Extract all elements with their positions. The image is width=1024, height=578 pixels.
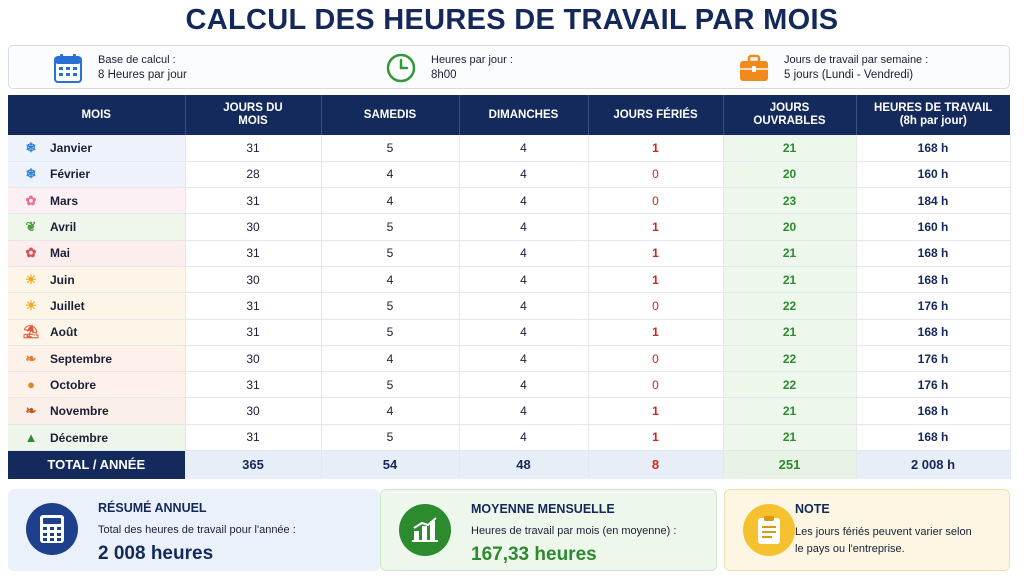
total-row	[8, 451, 1010, 479]
month-name: Février	[50, 167, 91, 182]
workdays-cell: 20	[723, 161, 856, 187]
days-cell: 31	[185, 293, 321, 319]
table-row	[8, 345, 1010, 371]
workdays-cell: 21	[723, 398, 856, 424]
month-cell	[8, 214, 185, 240]
month-name: Octobre	[50, 378, 97, 393]
col-jours-ouvrables	[723, 95, 856, 135]
col-jours-du-mois	[185, 95, 321, 135]
col-heures-travail-label: HEURES DE TRAVAIL (8h par jour)	[874, 102, 993, 127]
month-cell	[8, 161, 185, 187]
table-row	[8, 188, 1010, 214]
saturdays-cell: 5	[321, 424, 459, 450]
table-row	[8, 240, 1010, 266]
total-days: 365	[185, 451, 321, 479]
hours-cell: 168 h	[856, 266, 1010, 292]
hours-cell: 176 h	[856, 372, 1010, 398]
holidays-cell: 1	[588, 424, 723, 450]
hours-cell: 176 h	[856, 345, 1010, 371]
bar-chart-icon	[399, 504, 451, 556]
table-row	[8, 319, 1010, 345]
table-row	[8, 214, 1010, 240]
sundays-cell: 4	[459, 135, 588, 161]
blossom-icon: ✿	[25, 192, 37, 208]
days-cell: 31	[185, 188, 321, 214]
month-cell	[8, 293, 185, 319]
month-name: Août	[50, 325, 78, 340]
info-value: 8h00	[431, 69, 457, 81]
table-row	[8, 424, 1010, 450]
month-cell	[8, 372, 185, 398]
total-saturdays: 54	[321, 451, 459, 479]
days-cell: 30	[185, 398, 321, 424]
table-row	[8, 266, 1010, 292]
sundays-cell: 4	[459, 398, 588, 424]
sundays-cell: 4	[459, 266, 588, 292]
info-label: Jours de travail par semaine :	[784, 54, 929, 66]
workdays-cell: 21	[723, 135, 856, 161]
workdays-cell: 22	[723, 293, 856, 319]
card-annual-summary	[8, 489, 380, 571]
card-title: MOYENNE MENSUELLE	[471, 502, 615, 516]
info-jours-semaine	[738, 46, 928, 90]
month-cell	[8, 398, 185, 424]
holidays-cell: 1	[588, 135, 723, 161]
snowflake-icon: ❄	[25, 166, 37, 182]
info-bar	[8, 45, 1010, 89]
saturdays-cell: 5	[321, 135, 459, 161]
beach-umbrella-icon: ⛱	[22, 324, 40, 340]
saturdays-cell: 4	[321, 188, 459, 214]
pumpkin-icon: ●	[27, 377, 35, 393]
info-base-calcul	[52, 46, 187, 90]
sundays-cell: 4	[459, 161, 588, 187]
card-text: Heures de travail par mois (en moyenne) :	[471, 525, 677, 537]
notepad-icon	[743, 504, 795, 556]
holidays-cell: 0	[588, 293, 723, 319]
month-name: Mars	[50, 193, 79, 208]
table-row	[8, 161, 1010, 187]
note-line-1: Les jours fériés peuvent varier selon	[795, 526, 972, 538]
days-cell: 31	[185, 372, 321, 398]
total-label: TOTAL / ANNÉE	[8, 451, 185, 479]
info-value: 8 Heures par jour	[98, 69, 187, 81]
col-samedis: SAMEDIS	[321, 95, 459, 135]
col-jours-feries: JOURS FÉRIÉS	[588, 95, 723, 135]
sundays-cell: 4	[459, 424, 588, 450]
saturdays-cell: 5	[321, 293, 459, 319]
workdays-cell: 23	[723, 188, 856, 214]
leaf-icon: ❦	[25, 219, 37, 235]
holidays-cell: 1	[588, 240, 723, 266]
hours-table	[8, 95, 1011, 479]
info-heures-jour	[385, 46, 513, 90]
col-heures-travail	[856, 95, 1010, 135]
hours-cell: 184 h	[856, 188, 1010, 214]
month-name: Juin	[50, 272, 75, 287]
card-value: 2 008 heures	[98, 543, 214, 564]
month-cell	[8, 266, 185, 292]
calendar-icon	[52, 52, 84, 84]
month-name: Avril	[50, 220, 77, 235]
month-name: Novembre	[50, 404, 109, 419]
card-monthly-average	[380, 489, 717, 571]
hours-cell: 160 h	[856, 161, 1010, 187]
total-holidays: 8	[588, 451, 723, 479]
days-cell: 30	[185, 266, 321, 292]
sun-icon: ☀	[25, 271, 37, 287]
table-body	[8, 135, 1010, 479]
saturdays-cell: 4	[321, 345, 459, 371]
sundays-cell: 4	[459, 214, 588, 240]
christmas-tree-icon: ▲	[24, 429, 38, 445]
table-row	[8, 135, 1010, 161]
hours-cell: 168 h	[856, 319, 1010, 345]
table-row	[8, 372, 1010, 398]
holidays-cell: 1	[588, 398, 723, 424]
workdays-cell: 21	[723, 319, 856, 345]
sundays-cell: 4	[459, 240, 588, 266]
autumn-leaf-icon: ❧	[25, 350, 37, 366]
workdays-cell: 20	[723, 214, 856, 240]
info-value: 5 jours (Lundi - Vendredi)	[784, 69, 914, 81]
month-cell	[8, 345, 185, 371]
col-jours-ouvrables-label: JOURS OUVRABLES	[753, 102, 826, 127]
info-label: Base de calcul :	[98, 54, 176, 66]
table-row	[8, 293, 1010, 319]
days-cell: 31	[185, 240, 321, 266]
saturdays-cell: 5	[321, 214, 459, 240]
hours-cell: 168 h	[856, 424, 1010, 450]
days-cell: 28	[185, 161, 321, 187]
workdays-cell: 22	[723, 372, 856, 398]
sundays-cell: 4	[459, 188, 588, 214]
month-cell	[8, 319, 185, 345]
holidays-cell: 0	[588, 372, 723, 398]
hours-cell: 160 h	[856, 214, 1010, 240]
workdays-cell: 21	[723, 266, 856, 292]
card-note	[724, 489, 1010, 571]
total-sundays: 48	[459, 451, 588, 479]
briefcase-icon	[738, 52, 770, 84]
note-line-2: le pays ou l'entreprise.	[795, 543, 905, 555]
month-name: Septembre	[50, 351, 113, 366]
saturdays-cell: 4	[321, 266, 459, 292]
flower-icon: ✿	[25, 245, 37, 261]
month-cell	[8, 188, 185, 214]
days-cell: 30	[185, 345, 321, 371]
month-cell	[8, 240, 185, 266]
page-title: CALCUL DES HEURES DE TRAVAIL PAR MOIS	[185, 4, 839, 36]
card-title: NOTE	[795, 502, 830, 516]
workdays-cell: 21	[723, 424, 856, 450]
holidays-cell: 0	[588, 345, 723, 371]
holidays-cell: 0	[588, 188, 723, 214]
month-name: Juillet	[50, 298, 85, 313]
holidays-cell: 0	[588, 161, 723, 187]
month-cell	[8, 135, 185, 161]
month-cell	[8, 424, 185, 450]
table-row	[8, 398, 1010, 424]
saturdays-cell: 4	[321, 161, 459, 187]
saturdays-cell: 4	[321, 398, 459, 424]
info-label: Heures par jour :	[431, 54, 513, 66]
holidays-cell: 1	[588, 214, 723, 240]
workdays-cell: 21	[723, 240, 856, 266]
workdays-cell: 22	[723, 345, 856, 371]
card-value: 167,33 heures	[471, 544, 597, 565]
saturdays-cell: 5	[321, 240, 459, 266]
col-mois: MOIS	[8, 95, 185, 135]
total-hours: 2 008 h	[856, 451, 1010, 479]
days-cell: 31	[185, 135, 321, 161]
card-title: RÉSUMÉ ANNUEL	[98, 501, 207, 515]
calculator-icon	[26, 503, 78, 555]
days-cell: 30	[185, 214, 321, 240]
sundays-cell: 4	[459, 345, 588, 371]
sun-icon: ☀	[25, 297, 37, 313]
saturdays-cell: 5	[321, 319, 459, 345]
card-text: Total des heures de travail pour l'année :	[98, 524, 296, 536]
hours-cell: 168 h	[856, 240, 1010, 266]
clock-icon	[385, 52, 417, 84]
days-cell: 31	[185, 319, 321, 345]
sundays-cell: 4	[459, 372, 588, 398]
col-jours-du-mois-label: JOURS DU MOIS	[223, 102, 283, 127]
saturdays-cell: 5	[321, 372, 459, 398]
snowflake-icon: ❄	[25, 139, 37, 155]
total-workdays: 251	[723, 451, 856, 479]
hours-cell: 168 h	[856, 398, 1010, 424]
table-header-row	[8, 95, 1010, 135]
hours-cell: 176 h	[856, 293, 1010, 319]
sundays-cell: 4	[459, 293, 588, 319]
days-cell: 31	[185, 424, 321, 450]
col-dimanches: DIMANCHES	[459, 95, 588, 135]
month-name: Janvier	[50, 140, 93, 155]
sundays-cell: 4	[459, 319, 588, 345]
month-name: Décembre	[50, 430, 109, 445]
holidays-cell: 1	[588, 266, 723, 292]
month-name: Mai	[50, 246, 71, 261]
holidays-cell: 1	[588, 319, 723, 345]
hours-cell: 168 h	[856, 135, 1010, 161]
maple-leaf-icon: ❧	[25, 403, 37, 419]
